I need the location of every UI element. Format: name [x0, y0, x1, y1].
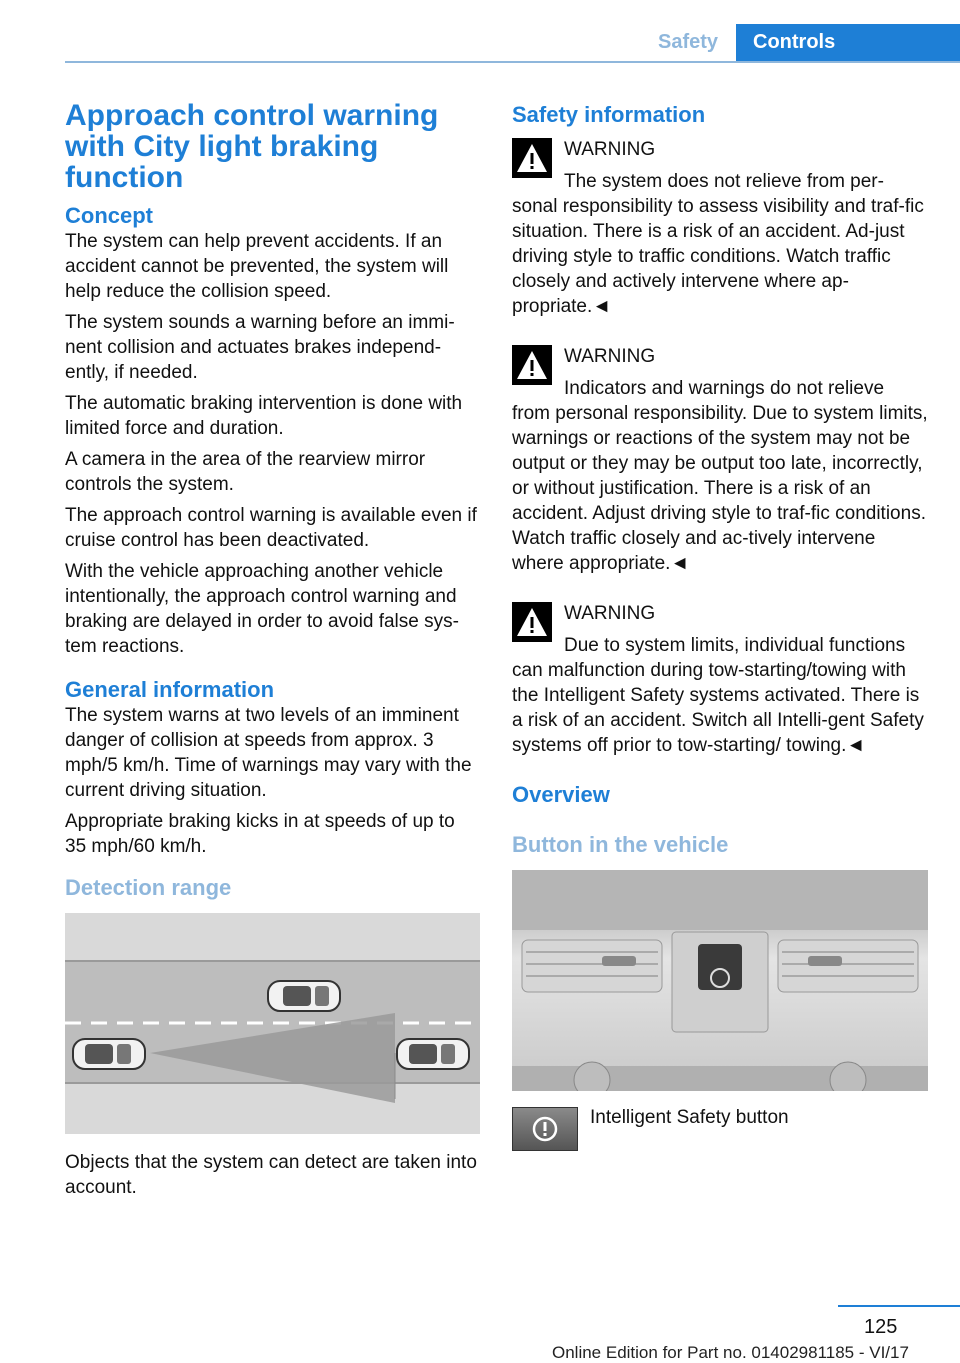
concept-paragraph: The approach control warning is available even if cruise control has been deactivated.	[65, 505, 477, 551]
general-paragraph: The system warns at two levels of an imminent danger of collision at speeds from approx. 3 mph/5 km/h. Time of warnings may vary with the current driving situation.	[65, 705, 472, 801]
concept-paragraph: The system sounds a warning before an immi‐nent collision and actuates brakes independ‐ently, if needed.	[65, 312, 455, 383]
warning-title: WARNING	[564, 139, 656, 160]
left-column	[65, 100, 480, 1206]
overview-heading: Overview	[512, 782, 610, 807]
detection-range-illustration	[65, 913, 480, 1134]
vehicle-dashboard-figure	[512, 870, 928, 1091]
concept-heading: Concept	[65, 203, 153, 228]
warning-first-line: Indicators and warnings do not relieve	[564, 378, 885, 399]
concept-paragraph: With the vehicle approaching another vehicle intentionally, the approach control warning and braking are delayed in order to avoid false sys‐tem reactions.	[65, 561, 459, 657]
general-paragraph: Appropriate braking kicks in at speeds of up to 35 mph/60 km/h.	[65, 811, 455, 857]
header-tab-controls: Controls	[736, 24, 960, 61]
concept-paragraph: The system can help prevent accidents. If an accident cannot be prevented, the system will help reduce the collision speed.	[65, 231, 449, 302]
concept-paragraph: A camera in the area of the rearview mirror controls the system.	[65, 449, 426, 495]
detection-caption: Objects that the system can detect are taken into account.	[65, 1152, 477, 1198]
intelligent-safety-button-icon	[512, 1107, 578, 1151]
intelligent-safety-button-caption: Intelligent Safety button	[590, 1107, 789, 1128]
header-tab-safety: Safety	[657, 31, 719, 53]
detection-range-figure	[65, 913, 480, 1134]
detection-range-heading: Detection range	[65, 875, 232, 900]
warning-body: from personal responsibility. Due to system limits, warnings or reactions of the system may not be output or they may be output too late, incorrectly, or without justification. There is a risk of an accident. Adjust driving style to traf‐fic conditions. Watch traffic closely and ac‐tively intervene where appropriate.◄	[512, 403, 928, 574]
general-info-heading: General information	[65, 677, 275, 702]
car-ahead-icon	[397, 1039, 469, 1069]
car-front-icon	[268, 981, 340, 1011]
warning-block	[512, 343, 930, 576]
header-rule	[65, 61, 960, 63]
warning-triangle-icon	[512, 345, 552, 385]
safety-info-heading: Safety information	[512, 102, 706, 127]
edition-note: Online Edition for Part no. 01402981185 - VI/17	[552, 1343, 909, 1362]
car-own-icon	[73, 1039, 145, 1069]
dashboard-photo-illustration	[512, 870, 928, 1091]
warning-title: WARNING	[564, 603, 656, 624]
warning-triangle-icon	[512, 602, 552, 642]
concept-paragraph: The automatic braking intervention is done with limited force and duration.	[65, 393, 463, 439]
footer-rule	[838, 1305, 960, 1307]
warning-body: sonal responsibility to assess visibility and traf‐fic situation. There is a risk of an accident. Ad‐just driving style to traffic conditions. Watch traffic closely and actively intervene where ap‐propriate.◄	[512, 196, 924, 317]
intelligent-safety-row	[512, 1107, 930, 1151]
warning-first-line: The system does not relieve from per‐	[564, 171, 884, 192]
page-number: 125	[864, 1316, 898, 1338]
page-title: Approach control warning with City light braking function	[65, 99, 439, 194]
warning-block	[512, 600, 930, 758]
warning-title: WARNING	[564, 346, 656, 367]
warning-block	[512, 136, 930, 319]
button-in-vehicle-heading: Button in the vehicle	[512, 832, 729, 857]
right-column	[512, 102, 930, 1151]
warning-first-line: Due to system limits, individual functions	[564, 635, 906, 656]
warning-body: can malfunction during tow-starting/towing with the Intelligent Safety systems activated. There is a risk of an accident. Switch all Intelli‐gent Safety systems off prior to tow-starting/ towing.◄	[512, 660, 924, 756]
warning-triangle-icon	[512, 138, 552, 178]
